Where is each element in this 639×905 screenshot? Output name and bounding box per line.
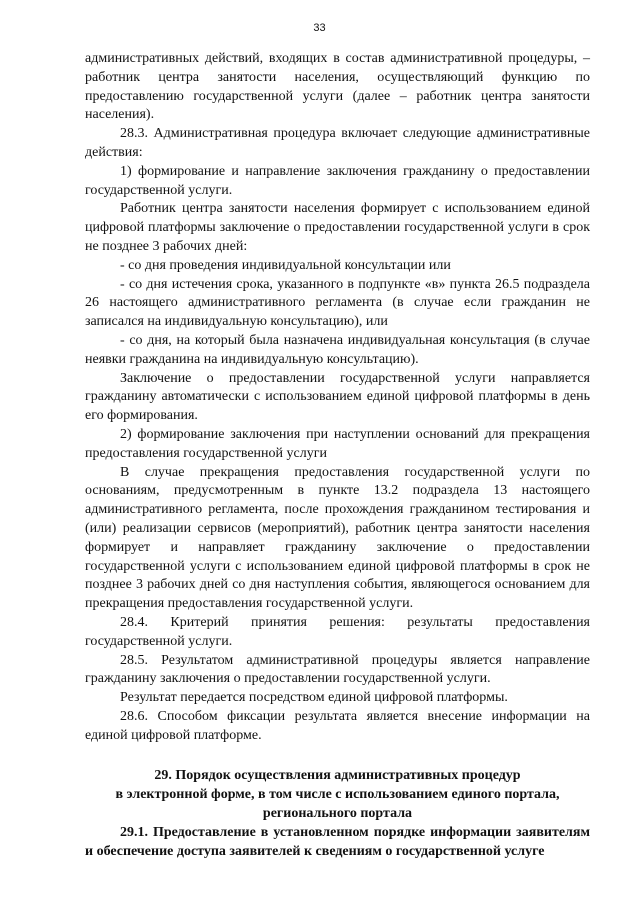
section-heading bbox=[85, 767, 590, 823]
body-paragraph: - со дня истечения срока, указанного в подпункте «в» пункта 26.5 подраздела 26 настоящего административного регламента (в случае если гражданин не записался на индивидуальную консультацию), или bbox=[85, 276, 590, 330]
body-paragraphs bbox=[85, 50, 590, 745]
body-paragraph: - со дня, на который была назначена индивидуальная консультация (в случае неявки гражданина на индивидуальную консультацию). bbox=[85, 332, 590, 367]
body-paragraph: Работник центра занятости населения формирует с использованием единой цифровой платформы заключение о предоставлении государственной услуги в срок не позднее 3 рабочих дней: bbox=[85, 201, 590, 254]
body-paragraph: 28.5. Результатом административной процедуры является направление гражданину заключения о предоставлении государственной услуги. bbox=[85, 652, 590, 687]
section-heading-line: 29. Порядок осуществления административных процедур bbox=[154, 768, 521, 784]
body-paragraph: административных действий, входящих в состав административной процедуры, – работник центра занятости населения, осуществляющий функцию по предоставлению государственной услуги (далее – работник центра занятости населения). bbox=[85, 51, 590, 123]
body-paragraph: 1) формирование и направление заключения гражданину о предоставлении государственной услуги. bbox=[85, 163, 590, 198]
body-paragraph: Результат передается посредством единой цифровой платформы. bbox=[120, 690, 508, 706]
body-paragraph: 28.4. Критерий принятия решения: результаты предоставления государственной услуги. bbox=[85, 614, 590, 649]
page-number: 33 bbox=[313, 22, 326, 34]
body-paragraph: 2) формирование заключения при наступлении оснований для прекращения предоставления государственной услуги bbox=[85, 426, 590, 461]
body-paragraph: 28.3. Административная процедура включает следующие административные действия: bbox=[85, 126, 590, 160]
section-heading-line: в электронной форме, в том числе с использованием единого портала, bbox=[115, 787, 560, 803]
body-paragraph: - со дня проведения индивидуальной консультации или bbox=[120, 257, 451, 273]
section-heading-line: регионального портала bbox=[262, 806, 413, 822]
page-content bbox=[85, 50, 590, 861]
subsection-heading: 29.1. Предоставление в установленном порядке информации заявителям и обеспечение доступа заявителей к сведениям о государственной услуге bbox=[85, 824, 590, 859]
body-paragraph: Заключение о предоставлении государственной услуги направляется гражданину автоматически с использованием единой цифровой платформы в день его формирования. bbox=[85, 370, 590, 424]
body-paragraph: В случае прекращения предоставления государственной услуги по основаниям, предусмотренным в пункте 13.2 подраздела 13 настоящего административного регламента, после прохождения гражданином тестирования и (или) реализации сервисов (мероприятий), работник центра занятости населения формирует и направляет гражданину заключение о предоставлении государственной услуги с использованием единой цифровой платформы в срок не позднее 3 рабочих дней со дня наступления события, являющегося основанием для прекращения предоставления государственной услуги. bbox=[85, 464, 590, 612]
body-paragraph: 28.6. Способом фиксации результата является внесение информации на единой цифровой платформе. bbox=[85, 708, 590, 743]
